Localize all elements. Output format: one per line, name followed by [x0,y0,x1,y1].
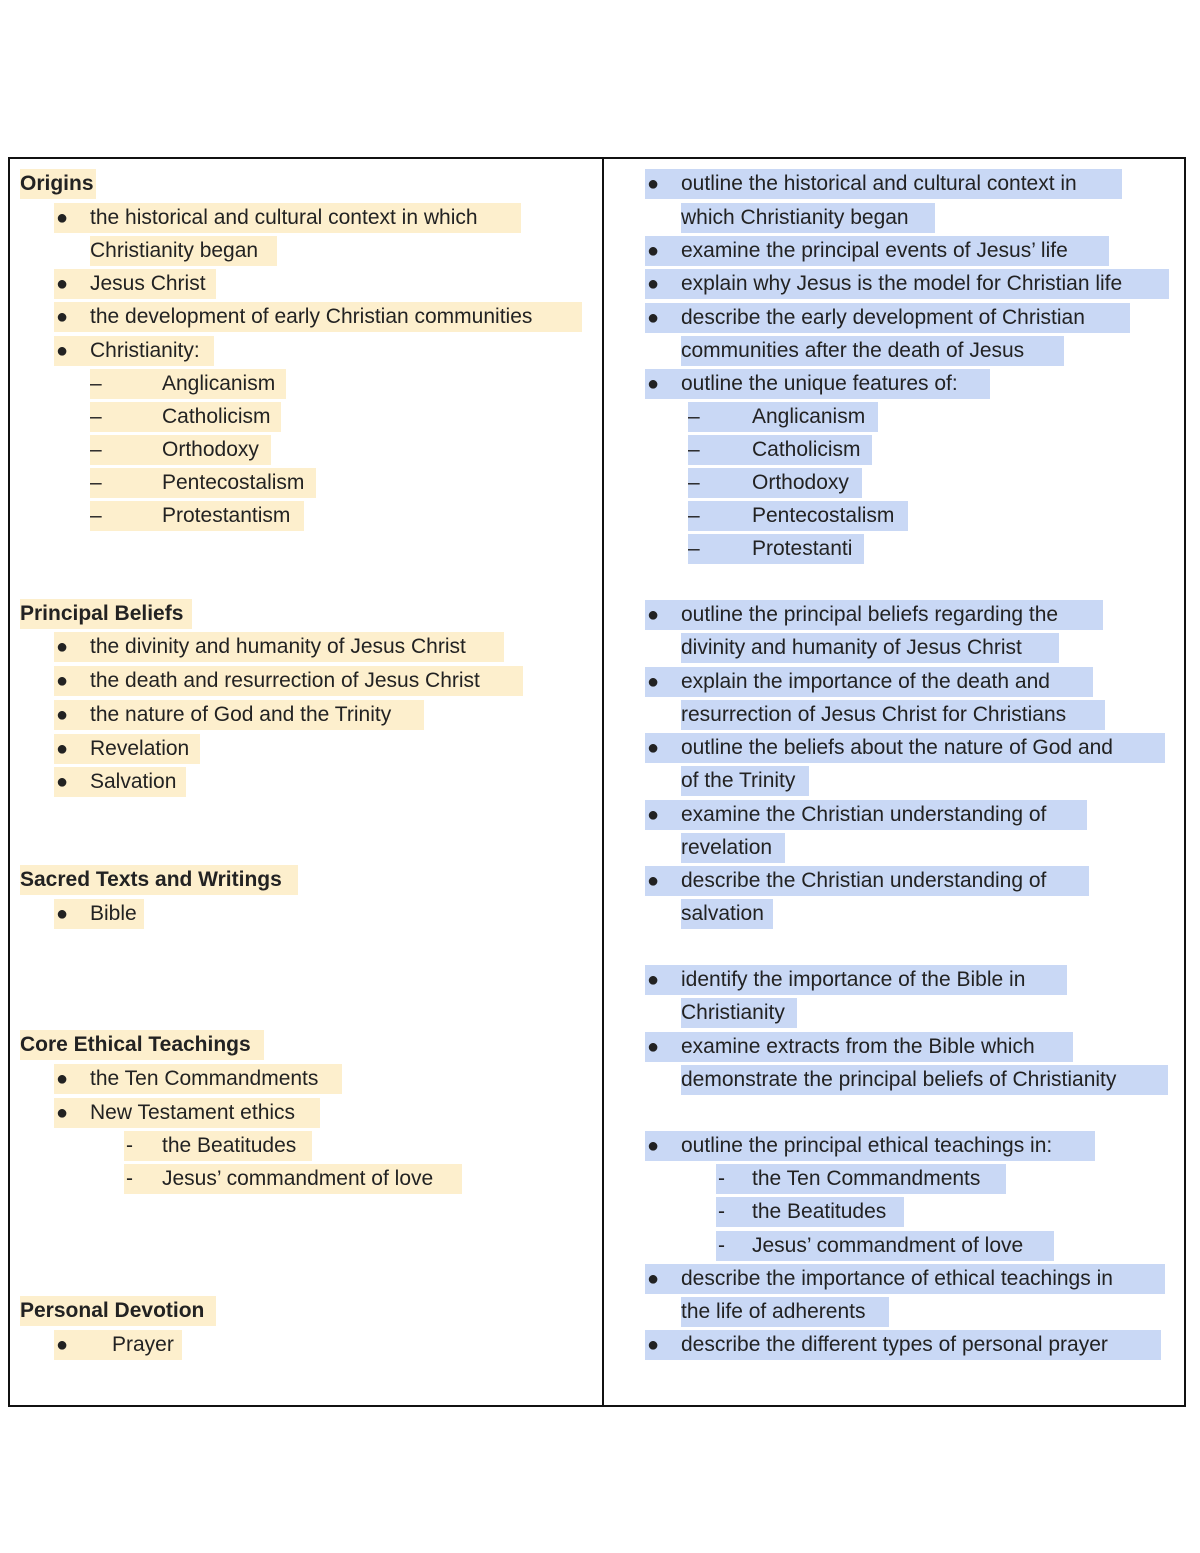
bullet-icon: ● [56,273,69,295]
outcome-continuation [681,899,773,929]
list-item-continuation [90,236,277,266]
bullet-icon: ● [647,870,660,892]
outcome-text: explain the importance of the death and [681,670,1050,693]
sub-list-item [124,1164,462,1194]
list-item-text: the Ten Commandments [90,1067,319,1090]
sub-list-item-text: the Beatitudes [162,1134,297,1157]
outcome-item [645,800,1087,830]
bullet-icon: ● [647,173,660,195]
syllabus-table [8,157,1186,1407]
outcome-text: salvation [681,902,764,925]
outcome-text: describe the importance of ethical teachings in [681,1267,1113,1290]
sub-list-item-text: Protestantism [162,504,291,527]
outcome-text: identify the importance of the Bible in [681,968,1026,991]
outcome-item [645,866,1089,896]
bullet-icon: ● [647,373,660,395]
outcome-sub-item [688,534,864,564]
list-item-text: Jesus Christ [90,272,206,295]
outcome-text: outline the principal ethical teachings in: [681,1134,1053,1157]
bullet-icon: ● [647,969,660,991]
outcome-item [645,965,1067,995]
outcome-sub-item [688,402,878,432]
bullet-icon: ● [56,306,69,328]
outcome-text: explain why Jesus is the model for Christian life [681,272,1123,295]
dash-icon: – [688,438,700,461]
outcome-sub-text: Pentecostalism [752,504,895,527]
outcome-continuation [681,700,1105,730]
bullet-icon: ● [647,737,660,759]
outcome-sub-text: Orthodoxy [752,471,849,494]
bullet-icon: ● [56,340,69,362]
dash-icon: – [688,504,700,527]
dash-icon: – [688,537,700,560]
outcome-text: describe the different types of personal prayer [681,1333,1108,1356]
bullet-icon: ● [56,1334,69,1356]
outcome-text: examine the principal events of Jesus’ life [681,239,1068,262]
bullet-icon: ● [647,1036,660,1058]
outcome-sub-text: the Beatitudes [752,1200,887,1223]
outcome-item [645,269,1169,299]
dash-icon: – [90,372,102,395]
bullet-icon: ● [56,636,69,658]
outcome-item [645,169,1122,199]
list-item-text: the death and resurrection of Jesus Christ [90,669,480,692]
outcome-sub-text: Anglicanism [752,405,866,428]
outcome-sub-text: Catholicism [752,438,861,461]
sub-list-item [124,1131,312,1161]
list-item [54,1064,342,1094]
list-item [54,899,144,929]
section-heading-beliefs: Principal Beliefs [20,599,192,629]
list-item-text: the development of early Christian communities [90,305,533,328]
bullet-icon: ● [56,903,69,925]
outcome-continuation [681,998,797,1028]
list-item [54,700,424,730]
list-item [54,767,186,797]
bullet-icon: ● [647,240,660,262]
outcome-sub-item [688,468,862,498]
outcome-sub-item [688,501,908,531]
bullet-icon: ● [56,1102,69,1124]
list-item [54,269,216,299]
outcome-text: outline the historical and cultural context in [681,172,1077,195]
bullet-icon: ● [56,670,69,692]
outcome-text: revelation [681,836,773,859]
outcome-text: which Christianity began [681,206,909,229]
dash-icon: – [688,471,700,494]
section-heading-ethics: Core Ethical Teachings [20,1030,264,1060]
list-item [54,632,504,662]
dash-icon: – [90,471,102,494]
outcome-text: describe the early development of Christian [681,306,1085,329]
outcome-text: outline the unique features of: [681,372,958,395]
list-item-text: Christianity: [90,339,200,362]
outcome-sub-text: Protestanti [752,537,853,560]
section-heading-origins: Origins [20,169,96,199]
outcome-continuation [681,766,809,796]
outcome-item [645,303,1130,333]
outcome-item [645,369,990,399]
outcome-item [645,733,1165,763]
bullet-icon: ● [647,604,660,626]
list-item [54,734,200,764]
dash-icon: - [126,1134,133,1157]
outcome-sub-text: the Ten Commandments [752,1167,981,1190]
dash-icon: – [90,438,102,461]
outcome-sub-item [688,435,872,465]
outcome-item [645,667,1093,697]
outcome-sub-item [716,1231,1054,1261]
list-item-text: Prayer [112,1333,174,1356]
list-item [54,1330,182,1360]
sub-list-item-text: Anglicanism [162,372,276,395]
list-item-text: the divinity and humanity of Jesus Christ [90,635,466,658]
section-heading-sacred-texts: Sacred Texts and Writings [20,865,298,895]
outcome-item [645,1330,1161,1360]
bullet-icon: ● [647,273,660,295]
list-item-text: Revelation [90,737,190,760]
list-item-text: New Testament ethics [90,1101,296,1124]
bullet-icon: ● [647,1268,660,1290]
column-divider [602,159,604,1405]
outcome-text: the life of adherents [681,1300,866,1323]
outcome-continuation [681,1297,889,1327]
outcome-text: outline the beliefs about the nature of God and [681,736,1113,759]
outcome-text: communities after the death of Jesus [681,339,1025,362]
dash-icon: – [90,405,102,428]
outcome-text: examine the Christian understanding of [681,803,1047,826]
outcome-text: describe the Christian understanding of [681,869,1047,892]
bullet-icon: ● [647,1334,660,1356]
outcome-sub-text: Jesus’ commandment of love [752,1234,1024,1257]
list-item [54,302,582,332]
bullet-icon: ● [56,771,69,793]
sub-list-item [90,468,316,498]
dash-icon: - [718,1234,725,1257]
outcome-continuation [681,336,1064,366]
outcome-item [645,1032,1073,1062]
sub-list-item [90,402,281,432]
outcome-text: demonstrate the principal beliefs of Christianity [681,1068,1117,1091]
sub-list-item-text: Jesus’ commandment of love [162,1167,434,1190]
outcome-text: resurrection of Jesus Christ for Christians [681,703,1067,726]
outcome-text: Christianity [681,1001,785,1024]
list-item-text: the nature of God and the Trinity [90,703,392,726]
list-item [54,1098,320,1128]
outcome-item [645,1131,1095,1161]
outcome-continuation [681,203,935,233]
bullet-icon: ● [647,307,660,329]
bullet-icon: ● [56,704,69,726]
outcome-sub-item [716,1197,904,1227]
bullet-icon: ● [647,804,660,826]
outcome-text: examine extracts from the Bible which [681,1035,1035,1058]
dash-icon: – [90,504,102,527]
sub-list-item-text: Catholicism [162,405,271,428]
sub-list-item [90,501,304,531]
outcome-continuation [681,833,785,863]
bullet-icon: ● [647,1135,660,1157]
sub-list-item-text: Orthodoxy [162,438,259,461]
outcome-sub-item [716,1164,1006,1194]
sub-list-item [90,369,286,399]
outcome-continuation [681,633,1059,663]
outcome-item [645,236,1109,266]
outcome-item [645,1264,1165,1294]
section-heading-devotion: Personal Devotion [20,1296,216,1326]
list-item-text: Salvation [90,770,177,793]
outcome-text: of the Trinity [681,769,796,792]
list-item [54,203,521,233]
dash-icon: - [718,1167,725,1190]
bullet-icon: ● [647,671,660,693]
outcome-continuation [681,1065,1168,1095]
list-item-text: Bible [90,902,137,925]
list-item [54,666,523,696]
list-item-text: Christianity began [90,239,259,262]
dash-icon: - [718,1200,725,1223]
list-item [54,336,214,366]
dash-icon: - [126,1167,133,1190]
bullet-icon: ● [56,738,69,760]
sub-list-item-text: Pentecostalism [162,471,305,494]
outcome-text: outline the principal beliefs regarding the [681,603,1059,626]
bullet-icon: ● [56,207,69,229]
sub-list-item [90,435,271,465]
dash-icon: – [688,405,700,428]
bullet-icon: ● [56,1068,69,1090]
outcome-text: divinity and humanity of Jesus Christ [681,636,1022,659]
list-item-text: the historical and cultural context in which [90,206,478,229]
outcome-item [645,600,1103,630]
